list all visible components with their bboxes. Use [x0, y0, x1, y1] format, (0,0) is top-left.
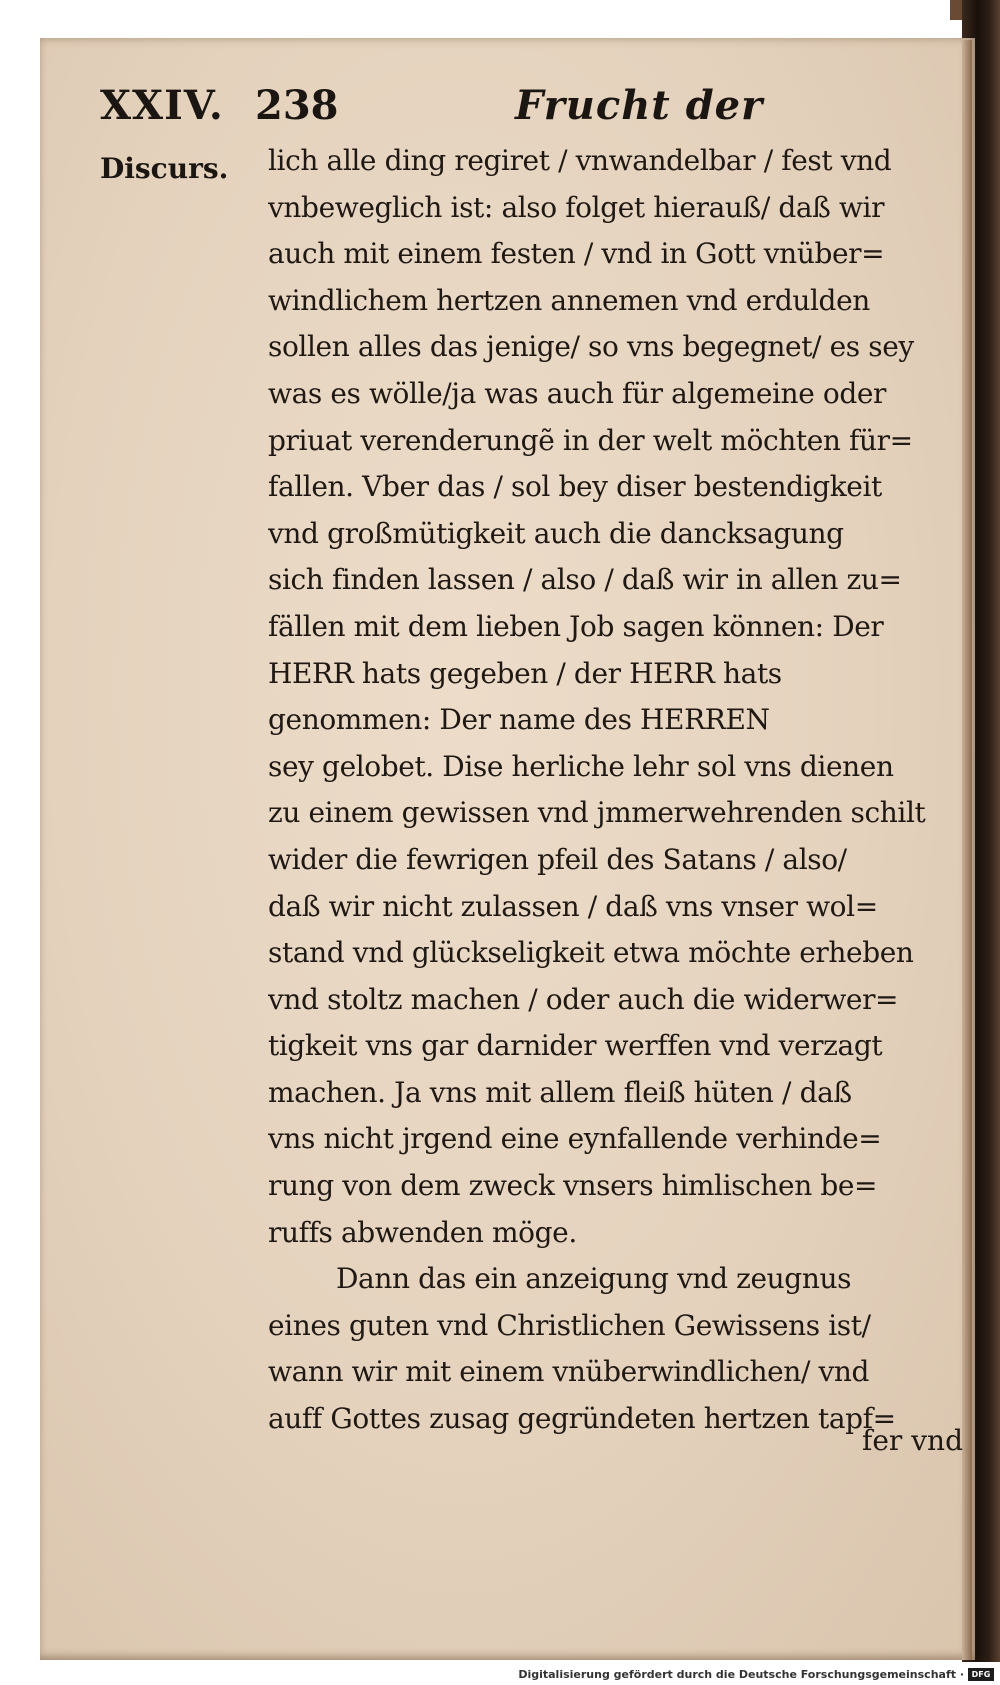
- running-header: [100, 78, 920, 138]
- text-line: sollen alles das jenige/ so vns begegnet/ es sey: [268, 330, 914, 364]
- text-line: priuat verenderungẽ in der welt möchten für=: [268, 423, 913, 457]
- text-line: vnd stoltz machen / oder auch die widerwer=: [268, 982, 899, 1016]
- text-line: wider die fewrigen pfeil des Satans / also/: [268, 842, 847, 876]
- text-line: eines guten vnd Christlichen Gewissens ist/: [268, 1308, 871, 1342]
- catchword: fer vnd: [862, 1424, 963, 1457]
- text-line: vns nicht jrgend eine eynfallende verhinde=: [268, 1122, 882, 1156]
- text-line: ruffs abwenden möge.: [268, 1215, 577, 1249]
- page-edge-shadow: [962, 40, 972, 1660]
- text-line: rung von dem zweck vnsers himlischen be=: [268, 1169, 878, 1203]
- footer-credit: Digitalisierung gefördert durch die Deutsche Forschungsgemeinschaft ·: [518, 1668, 964, 1681]
- text-line: auff Gottes zusag gegründeten hertzen tapf=: [268, 1402, 896, 1436]
- text-line: sich finden lassen / also / daß wir in allen zu=: [268, 563, 902, 597]
- body-text: [268, 138, 958, 1443]
- dfg-logo-icon: DFG: [968, 1668, 994, 1681]
- text-line: fällen mit dem lieben Job sagen können: Der: [268, 609, 884, 643]
- page-number: 238: [255, 82, 339, 129]
- chapter-number: XXIV.: [100, 82, 224, 129]
- margin-note: Discurs.: [100, 152, 229, 185]
- running-title: Frucht der: [515, 82, 764, 129]
- text-line: vnd großmütigkeit auch die dancksagung: [268, 516, 844, 550]
- text-line: wann wir mit einem vnüberwindlichen/ vnd: [268, 1355, 870, 1389]
- text-line: lich alle ding regiret / vnwandelbar / fest vnd: [268, 144, 892, 177]
- text-line: genommen: Der name des HERREN: [268, 703, 770, 737]
- text-line: auch mit einem festen / vnd in Gott vnüber=: [268, 237, 885, 271]
- text-line: vnbeweglich ist: also folget hierauß/ daß wir: [268, 190, 885, 224]
- digitization-footer: [0, 1666, 1000, 1685]
- text-line: fallen. Vber das / sol bey diser bestendigkeit: [268, 470, 882, 504]
- text-line: Dann das ein anzeigung vnd zeugnus: [336, 1262, 852, 1296]
- text-line: stand vnd glückseligkeit etwa möchte erheben: [268, 936, 914, 970]
- text-line: sey gelobet. Dise herliche lehr sol vns dienen: [268, 749, 894, 783]
- text-line: windlichem hertzen annemen vnd erdulden: [268, 283, 870, 317]
- text-line: tigkeit vns gar darnider werffen vnd verzagt: [268, 1029, 883, 1063]
- text-line: daß wir nicht zulassen / daß vns vnser wol=: [268, 889, 878, 923]
- text-line: zu einem gewissen vnd jmmerwehrenden schilt: [268, 796, 926, 830]
- text-line: machen. Ja vns mit allem fleiß hüten / daß: [268, 1075, 852, 1109]
- text-line: HERR hats gegeben / der HERR hats: [268, 656, 782, 690]
- text-line: was es wölle/ja was auch für algemeine oder: [268, 376, 886, 410]
